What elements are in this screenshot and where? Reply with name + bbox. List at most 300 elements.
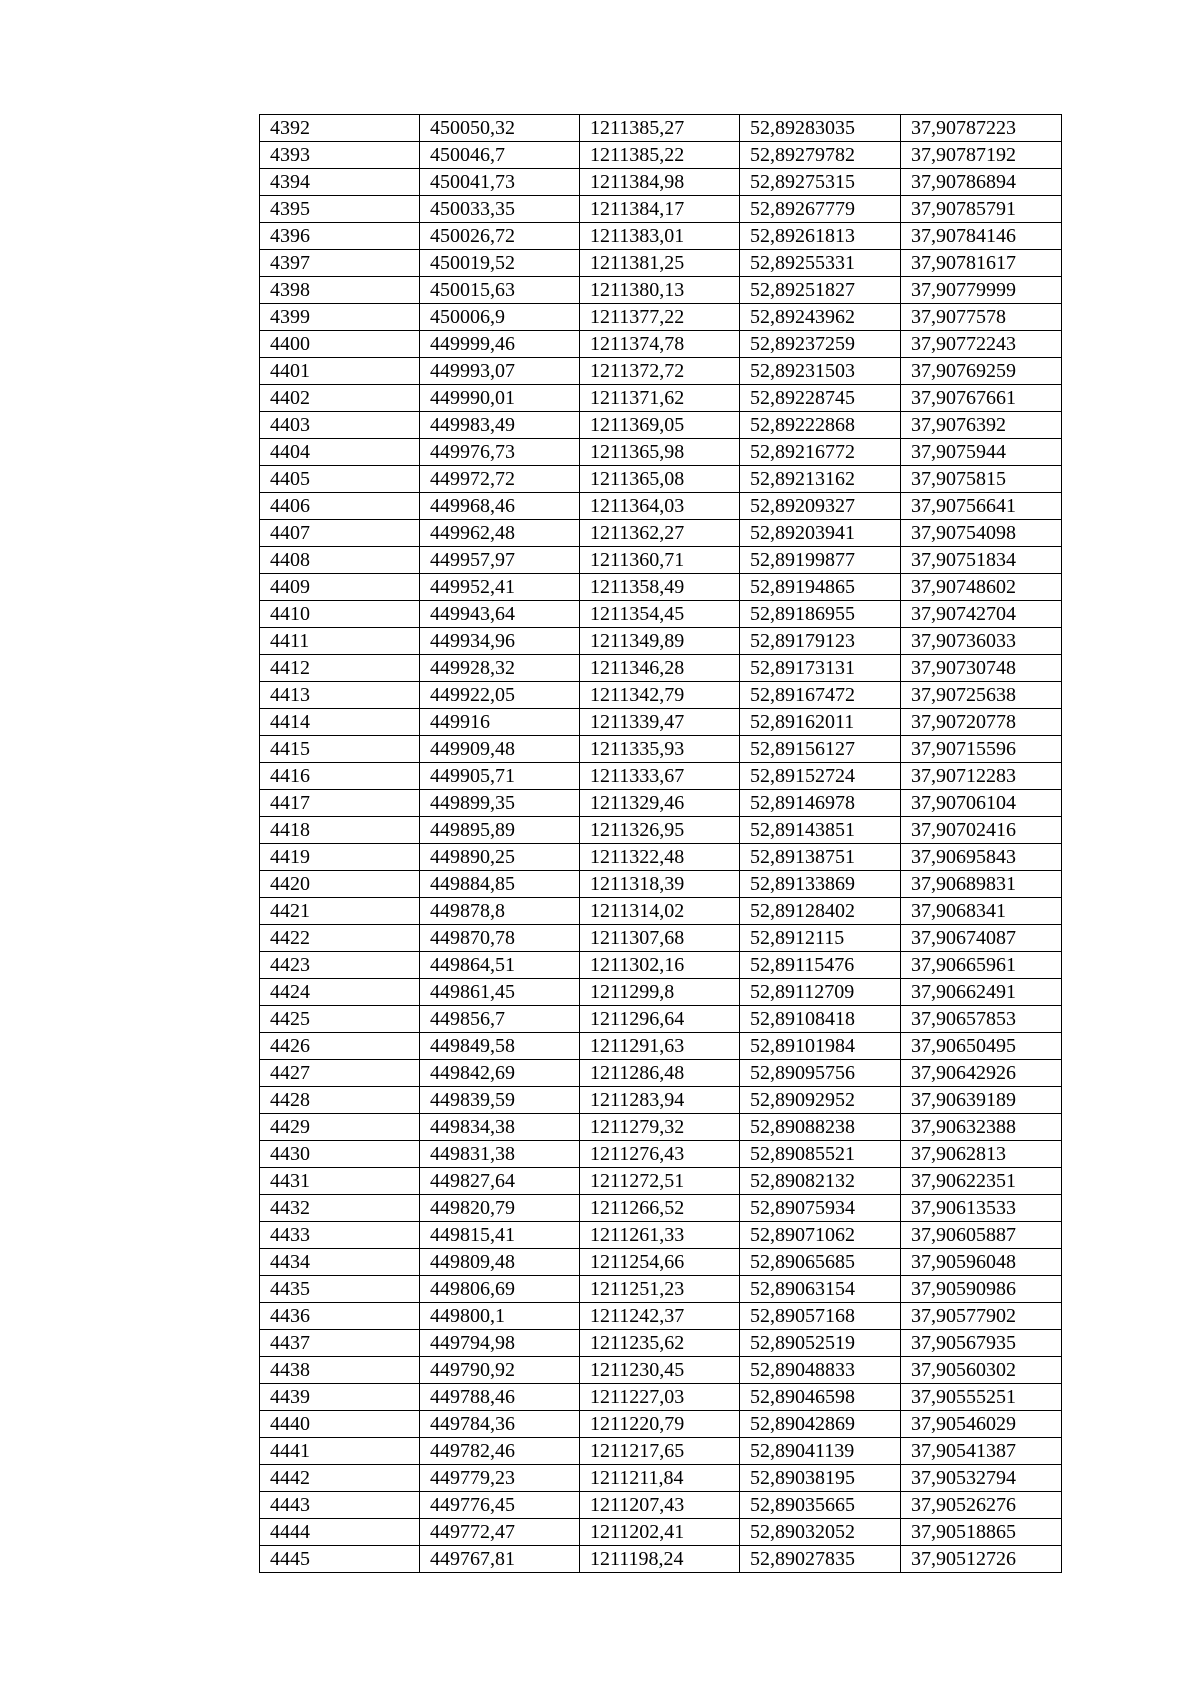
point-number-cell: 4394 xyxy=(260,169,420,196)
latitude-cell: 52,89267779 xyxy=(740,196,901,223)
longitude-cell: 37,90532794 xyxy=(901,1465,1062,1492)
x-coordinate-cell: 449870,78 xyxy=(420,925,580,952)
y-coordinate-cell: 1211358,49 xyxy=(580,574,740,601)
point-number-cell: 4437 xyxy=(260,1330,420,1357)
y-coordinate-cell: 1211220,79 xyxy=(580,1411,740,1438)
table-row xyxy=(260,1492,1062,1519)
y-coordinate-cell: 1211339,47 xyxy=(580,709,740,736)
x-coordinate-cell: 449820,79 xyxy=(420,1195,580,1222)
point-number-cell: 4440 xyxy=(260,1411,420,1438)
longitude-cell: 37,90577902 xyxy=(901,1303,1062,1330)
x-coordinate-cell: 449972,72 xyxy=(420,466,580,493)
y-coordinate-cell: 1211272,51 xyxy=(580,1168,740,1195)
point-number-cell: 4443 xyxy=(260,1492,420,1519)
x-coordinate-cell: 450046,7 xyxy=(420,142,580,169)
longitude-cell: 37,90695843 xyxy=(901,844,1062,871)
longitude-cell: 37,90772243 xyxy=(901,331,1062,358)
longitude-cell: 37,90702416 xyxy=(901,817,1062,844)
x-coordinate-cell: 449794,98 xyxy=(420,1330,580,1357)
longitude-cell: 37,90781617 xyxy=(901,250,1062,277)
x-coordinate-cell: 449962,48 xyxy=(420,520,580,547)
latitude-cell: 52,89046598 xyxy=(740,1384,901,1411)
latitude-cell: 52,89261813 xyxy=(740,223,901,250)
latitude-cell: 52,89194865 xyxy=(740,574,901,601)
y-coordinate-cell: 1211318,39 xyxy=(580,871,740,898)
latitude-cell: 52,89237259 xyxy=(740,331,901,358)
latitude-cell: 52,89085521 xyxy=(740,1141,901,1168)
x-coordinate-cell: 449782,46 xyxy=(420,1438,580,1465)
point-number-cell: 4419 xyxy=(260,844,420,871)
point-number-cell: 4399 xyxy=(260,304,420,331)
table-row xyxy=(260,1303,1062,1330)
y-coordinate-cell: 1211349,89 xyxy=(580,628,740,655)
longitude-cell: 37,90639189 xyxy=(901,1087,1062,1114)
table-row xyxy=(260,655,1062,682)
table-row xyxy=(260,763,1062,790)
latitude-cell: 52,89173131 xyxy=(740,655,901,682)
table-row xyxy=(260,1276,1062,1303)
latitude-cell: 52,89152724 xyxy=(740,763,901,790)
longitude-cell: 37,90560302 xyxy=(901,1357,1062,1384)
y-coordinate-cell: 1211384,17 xyxy=(580,196,740,223)
latitude-cell: 52,89216772 xyxy=(740,439,901,466)
point-number-cell: 4426 xyxy=(260,1033,420,1060)
table-row xyxy=(260,547,1062,574)
y-coordinate-cell: 1211360,71 xyxy=(580,547,740,574)
longitude-cell: 37,90736033 xyxy=(901,628,1062,655)
y-coordinate-cell: 1211207,43 xyxy=(580,1492,740,1519)
point-number-cell: 4406 xyxy=(260,493,420,520)
longitude-cell: 37,90650495 xyxy=(901,1033,1062,1060)
table-row xyxy=(260,358,1062,385)
latitude-cell: 52,89213162 xyxy=(740,466,901,493)
longitude-cell: 37,90596048 xyxy=(901,1249,1062,1276)
x-coordinate-cell: 449839,59 xyxy=(420,1087,580,1114)
longitude-cell: 37,9077578 xyxy=(901,304,1062,331)
latitude-cell: 52,89075934 xyxy=(740,1195,901,1222)
point-number-cell: 4411 xyxy=(260,628,420,655)
latitude-cell: 52,89255331 xyxy=(740,250,901,277)
longitude-cell: 37,9076392 xyxy=(901,412,1062,439)
longitude-cell: 37,90754098 xyxy=(901,520,1062,547)
x-coordinate-cell: 449890,25 xyxy=(420,844,580,871)
x-coordinate-cell: 449922,05 xyxy=(420,682,580,709)
point-number-cell: 4421 xyxy=(260,898,420,925)
y-coordinate-cell: 1211342,79 xyxy=(580,682,740,709)
x-coordinate-cell: 450050,32 xyxy=(420,115,580,142)
table-row xyxy=(260,574,1062,601)
latitude-cell: 52,89071062 xyxy=(740,1222,901,1249)
x-coordinate-cell: 449895,89 xyxy=(420,817,580,844)
x-coordinate-cell: 449815,41 xyxy=(420,1222,580,1249)
x-coordinate-cell: 449952,41 xyxy=(420,574,580,601)
x-coordinate-cell: 450041,73 xyxy=(420,169,580,196)
longitude-cell: 37,90769259 xyxy=(901,358,1062,385)
latitude-cell: 52,89065685 xyxy=(740,1249,901,1276)
latitude-cell: 52,89048833 xyxy=(740,1357,901,1384)
table-row xyxy=(260,925,1062,952)
table-row xyxy=(260,1519,1062,1546)
y-coordinate-cell: 1211296,64 xyxy=(580,1006,740,1033)
longitude-cell: 37,90786894 xyxy=(901,169,1062,196)
table-row xyxy=(260,439,1062,466)
longitude-cell: 37,90779999 xyxy=(901,277,1062,304)
longitude-cell: 37,90742704 xyxy=(901,601,1062,628)
x-coordinate-cell: 449779,23 xyxy=(420,1465,580,1492)
point-number-cell: 4445 xyxy=(260,1546,420,1573)
longitude-cell: 37,90725638 xyxy=(901,682,1062,709)
point-number-cell: 4444 xyxy=(260,1519,420,1546)
longitude-cell: 37,90784146 xyxy=(901,223,1062,250)
y-coordinate-cell: 1211283,94 xyxy=(580,1087,740,1114)
latitude-cell: 52,89042869 xyxy=(740,1411,901,1438)
latitude-cell: 52,89179123 xyxy=(740,628,901,655)
point-number-cell: 4428 xyxy=(260,1087,420,1114)
table-row xyxy=(260,1465,1062,1492)
longitude-cell: 37,90622351 xyxy=(901,1168,1062,1195)
table-row xyxy=(260,331,1062,358)
x-coordinate-cell: 449957,97 xyxy=(420,547,580,574)
table-row xyxy=(260,1087,1062,1114)
point-number-cell: 4414 xyxy=(260,709,420,736)
x-coordinate-cell: 449878,8 xyxy=(420,898,580,925)
point-number-cell: 4416 xyxy=(260,763,420,790)
point-number-cell: 4392 xyxy=(260,115,420,142)
longitude-cell: 37,9075815 xyxy=(901,466,1062,493)
latitude-cell: 52,89228745 xyxy=(740,385,901,412)
longitude-cell: 37,90730748 xyxy=(901,655,1062,682)
x-coordinate-cell: 450006,9 xyxy=(420,304,580,331)
latitude-cell: 52,89231503 xyxy=(740,358,901,385)
longitude-cell: 37,90518865 xyxy=(901,1519,1062,1546)
y-coordinate-cell: 1211333,67 xyxy=(580,763,740,790)
latitude-cell: 52,89027835 xyxy=(740,1546,901,1573)
table-row xyxy=(260,1006,1062,1033)
latitude-cell: 52,89032052 xyxy=(740,1519,901,1546)
table-row xyxy=(260,1249,1062,1276)
y-coordinate-cell: 1211377,22 xyxy=(580,304,740,331)
table-row xyxy=(260,1411,1062,1438)
longitude-cell: 37,90712283 xyxy=(901,763,1062,790)
table-row xyxy=(260,223,1062,250)
y-coordinate-cell: 1211279,32 xyxy=(580,1114,740,1141)
longitude-cell: 37,90590986 xyxy=(901,1276,1062,1303)
latitude-cell: 52,89243962 xyxy=(740,304,901,331)
latitude-cell: 52,89199877 xyxy=(740,547,901,574)
y-coordinate-cell: 1211346,28 xyxy=(580,655,740,682)
x-coordinate-cell: 449968,46 xyxy=(420,493,580,520)
longitude-cell: 37,90642926 xyxy=(901,1060,1062,1087)
x-coordinate-cell: 449993,07 xyxy=(420,358,580,385)
x-coordinate-cell: 449834,38 xyxy=(420,1114,580,1141)
point-number-cell: 4420 xyxy=(260,871,420,898)
x-coordinate-cell: 449806,69 xyxy=(420,1276,580,1303)
table-row xyxy=(260,1195,1062,1222)
point-number-cell: 4412 xyxy=(260,655,420,682)
x-coordinate-cell: 449772,47 xyxy=(420,1519,580,1546)
x-coordinate-cell: 449864,51 xyxy=(420,952,580,979)
table-row xyxy=(260,412,1062,439)
point-number-cell: 4407 xyxy=(260,520,420,547)
latitude-cell: 52,89279782 xyxy=(740,142,901,169)
table-row xyxy=(260,709,1062,736)
y-coordinate-cell: 1211227,03 xyxy=(580,1384,740,1411)
point-number-cell: 4418 xyxy=(260,817,420,844)
x-coordinate-cell: 449809,48 xyxy=(420,1249,580,1276)
latitude-cell: 52,89283035 xyxy=(740,115,901,142)
point-number-cell: 4424 xyxy=(260,979,420,1006)
point-number-cell: 4427 xyxy=(260,1060,420,1087)
longitude-cell: 37,90657853 xyxy=(901,1006,1062,1033)
y-coordinate-cell: 1211365,08 xyxy=(580,466,740,493)
table-row xyxy=(260,1060,1062,1087)
point-number-cell: 4417 xyxy=(260,790,420,817)
point-number-cell: 4408 xyxy=(260,547,420,574)
y-coordinate-cell: 1211381,25 xyxy=(580,250,740,277)
table-row xyxy=(260,952,1062,979)
latitude-cell: 52,89133869 xyxy=(740,871,901,898)
table-row xyxy=(260,466,1062,493)
longitude-cell: 37,90715596 xyxy=(901,736,1062,763)
table-row xyxy=(260,115,1062,142)
table-row xyxy=(260,520,1062,547)
longitude-cell: 37,90751834 xyxy=(901,547,1062,574)
table-row xyxy=(260,790,1062,817)
x-coordinate-cell: 449776,45 xyxy=(420,1492,580,1519)
point-number-cell: 4436 xyxy=(260,1303,420,1330)
longitude-cell: 37,90674087 xyxy=(901,925,1062,952)
table-row xyxy=(260,142,1062,169)
latitude-cell: 52,89167472 xyxy=(740,682,901,709)
latitude-cell: 52,89052519 xyxy=(740,1330,901,1357)
x-coordinate-cell: 450015,63 xyxy=(420,277,580,304)
table-row xyxy=(260,817,1062,844)
table-row xyxy=(260,1168,1062,1195)
y-coordinate-cell: 1211354,45 xyxy=(580,601,740,628)
y-coordinate-cell: 1211230,45 xyxy=(580,1357,740,1384)
point-number-cell: 4404 xyxy=(260,439,420,466)
longitude-cell: 37,90632388 xyxy=(901,1114,1062,1141)
x-coordinate-cell: 449976,73 xyxy=(420,439,580,466)
y-coordinate-cell: 1211235,62 xyxy=(580,1330,740,1357)
coordinates-table xyxy=(259,114,1062,1573)
x-coordinate-cell: 449842,69 xyxy=(420,1060,580,1087)
point-number-cell: 4397 xyxy=(260,250,420,277)
point-number-cell: 4441 xyxy=(260,1438,420,1465)
latitude-cell: 52,89057168 xyxy=(740,1303,901,1330)
y-coordinate-cell: 1211276,43 xyxy=(580,1141,740,1168)
y-coordinate-cell: 1211217,65 xyxy=(580,1438,740,1465)
table-row xyxy=(260,1438,1062,1465)
y-coordinate-cell: 1211326,95 xyxy=(580,817,740,844)
point-number-cell: 4403 xyxy=(260,412,420,439)
x-coordinate-cell: 449943,64 xyxy=(420,601,580,628)
point-number-cell: 4410 xyxy=(260,601,420,628)
x-coordinate-cell: 449909,48 xyxy=(420,736,580,763)
longitude-cell: 37,90567935 xyxy=(901,1330,1062,1357)
x-coordinate-cell: 450026,72 xyxy=(420,223,580,250)
x-coordinate-cell: 449767,81 xyxy=(420,1546,580,1573)
y-coordinate-cell: 1211384,98 xyxy=(580,169,740,196)
point-number-cell: 4405 xyxy=(260,466,420,493)
latitude-cell: 52,89162011 xyxy=(740,709,901,736)
point-number-cell: 4402 xyxy=(260,385,420,412)
longitude-cell: 37,90689831 xyxy=(901,871,1062,898)
latitude-cell: 52,89275315 xyxy=(740,169,901,196)
y-coordinate-cell: 1211299,8 xyxy=(580,979,740,1006)
table-row xyxy=(260,1384,1062,1411)
longitude-cell: 37,9068341 xyxy=(901,898,1062,925)
point-number-cell: 4422 xyxy=(260,925,420,952)
table-row xyxy=(260,1033,1062,1060)
y-coordinate-cell: 1211372,72 xyxy=(580,358,740,385)
latitude-cell: 52,89092952 xyxy=(740,1087,901,1114)
point-number-cell: 4442 xyxy=(260,1465,420,1492)
longitude-cell: 37,9075944 xyxy=(901,439,1062,466)
point-number-cell: 4415 xyxy=(260,736,420,763)
y-coordinate-cell: 1211385,27 xyxy=(580,115,740,142)
latitude-cell: 52,89115476 xyxy=(740,952,901,979)
longitude-cell: 37,90748602 xyxy=(901,574,1062,601)
latitude-cell: 52,8912115 xyxy=(740,925,901,952)
table-row xyxy=(260,493,1062,520)
longitude-cell: 37,9062813 xyxy=(901,1141,1062,1168)
point-number-cell: 4393 xyxy=(260,142,420,169)
latitude-cell: 52,89128402 xyxy=(740,898,901,925)
x-coordinate-cell: 449788,46 xyxy=(420,1384,580,1411)
point-number-cell: 4413 xyxy=(260,682,420,709)
table-row xyxy=(260,277,1062,304)
table-row xyxy=(260,196,1062,223)
point-number-cell: 4435 xyxy=(260,1276,420,1303)
latitude-cell: 52,89038195 xyxy=(740,1465,901,1492)
latitude-cell: 52,89088238 xyxy=(740,1114,901,1141)
y-coordinate-cell: 1211266,52 xyxy=(580,1195,740,1222)
point-number-cell: 4439 xyxy=(260,1384,420,1411)
table-row xyxy=(260,304,1062,331)
latitude-cell: 52,89186955 xyxy=(740,601,901,628)
longitude-cell: 37,90787192 xyxy=(901,142,1062,169)
longitude-cell: 37,90756641 xyxy=(901,493,1062,520)
table-row xyxy=(260,628,1062,655)
x-coordinate-cell: 449856,7 xyxy=(420,1006,580,1033)
table-row xyxy=(260,1546,1062,1573)
x-coordinate-cell: 449861,45 xyxy=(420,979,580,1006)
table-row xyxy=(260,250,1062,277)
point-number-cell: 4400 xyxy=(260,331,420,358)
y-coordinate-cell: 1211322,48 xyxy=(580,844,740,871)
point-number-cell: 4429 xyxy=(260,1114,420,1141)
table-row xyxy=(260,979,1062,1006)
latitude-cell: 52,89203941 xyxy=(740,520,901,547)
longitude-cell: 37,90785791 xyxy=(901,196,1062,223)
y-coordinate-cell: 1211329,46 xyxy=(580,790,740,817)
point-number-cell: 4396 xyxy=(260,223,420,250)
point-number-cell: 4395 xyxy=(260,196,420,223)
x-coordinate-cell: 449928,32 xyxy=(420,655,580,682)
y-coordinate-cell: 1211254,66 xyxy=(580,1249,740,1276)
y-coordinate-cell: 1211314,02 xyxy=(580,898,740,925)
x-coordinate-cell: 449849,58 xyxy=(420,1033,580,1060)
y-coordinate-cell: 1211385,22 xyxy=(580,142,740,169)
latitude-cell: 52,89156127 xyxy=(740,736,901,763)
x-coordinate-cell: 449905,71 xyxy=(420,763,580,790)
table-row xyxy=(260,1141,1062,1168)
longitude-cell: 37,90720778 xyxy=(901,709,1062,736)
x-coordinate-cell: 449831,38 xyxy=(420,1141,580,1168)
latitude-cell: 52,89251827 xyxy=(740,277,901,304)
y-coordinate-cell: 1211383,01 xyxy=(580,223,740,250)
longitude-cell: 37,90512726 xyxy=(901,1546,1062,1573)
longitude-cell: 37,90613533 xyxy=(901,1195,1062,1222)
longitude-cell: 37,90541387 xyxy=(901,1438,1062,1465)
y-coordinate-cell: 1211335,93 xyxy=(580,736,740,763)
y-coordinate-cell: 1211251,23 xyxy=(580,1276,740,1303)
latitude-cell: 52,89143851 xyxy=(740,817,901,844)
x-coordinate-cell: 449899,35 xyxy=(420,790,580,817)
table-row xyxy=(260,682,1062,709)
latitude-cell: 52,89222868 xyxy=(740,412,901,439)
y-coordinate-cell: 1211380,13 xyxy=(580,277,740,304)
latitude-cell: 52,89035665 xyxy=(740,1492,901,1519)
y-coordinate-cell: 1211374,78 xyxy=(580,331,740,358)
y-coordinate-cell: 1211369,05 xyxy=(580,412,740,439)
x-coordinate-cell: 449827,64 xyxy=(420,1168,580,1195)
longitude-cell: 37,90767661 xyxy=(901,385,1062,412)
x-coordinate-cell: 449916 xyxy=(420,709,580,736)
longitude-cell: 37,90605887 xyxy=(901,1222,1062,1249)
x-coordinate-cell: 449983,49 xyxy=(420,412,580,439)
table-row xyxy=(260,385,1062,412)
point-number-cell: 4423 xyxy=(260,952,420,979)
x-coordinate-cell: 449884,85 xyxy=(420,871,580,898)
latitude-cell: 52,89146978 xyxy=(740,790,901,817)
y-coordinate-cell: 1211365,98 xyxy=(580,439,740,466)
longitude-cell: 37,90706104 xyxy=(901,790,1062,817)
coordinates-table-body xyxy=(260,115,1062,1573)
longitude-cell: 37,90787223 xyxy=(901,115,1062,142)
table-row xyxy=(260,1114,1062,1141)
latitude-cell: 52,89041139 xyxy=(740,1438,901,1465)
y-coordinate-cell: 1211198,24 xyxy=(580,1546,740,1573)
x-coordinate-cell: 449999,46 xyxy=(420,331,580,358)
y-coordinate-cell: 1211242,37 xyxy=(580,1303,740,1330)
table-row xyxy=(260,1222,1062,1249)
table-row xyxy=(260,601,1062,628)
longitude-cell: 37,90662491 xyxy=(901,979,1062,1006)
x-coordinate-cell: 450019,52 xyxy=(420,250,580,277)
latitude-cell: 52,89095756 xyxy=(740,1060,901,1087)
longitude-cell: 37,90665961 xyxy=(901,952,1062,979)
point-number-cell: 4430 xyxy=(260,1141,420,1168)
longitude-cell: 37,90526276 xyxy=(901,1492,1062,1519)
latitude-cell: 52,89209327 xyxy=(740,493,901,520)
table-row xyxy=(260,169,1062,196)
latitude-cell: 52,89112709 xyxy=(740,979,901,1006)
latitude-cell: 52,89138751 xyxy=(740,844,901,871)
x-coordinate-cell: 449784,36 xyxy=(420,1411,580,1438)
y-coordinate-cell: 1211286,48 xyxy=(580,1060,740,1087)
table-row xyxy=(260,898,1062,925)
x-coordinate-cell: 449990,01 xyxy=(420,385,580,412)
table-row xyxy=(260,736,1062,763)
x-coordinate-cell: 449934,96 xyxy=(420,628,580,655)
y-coordinate-cell: 1211261,33 xyxy=(580,1222,740,1249)
x-coordinate-cell: 449790,92 xyxy=(420,1357,580,1384)
y-coordinate-cell: 1211291,63 xyxy=(580,1033,740,1060)
y-coordinate-cell: 1211371,62 xyxy=(580,385,740,412)
latitude-cell: 52,89101984 xyxy=(740,1033,901,1060)
